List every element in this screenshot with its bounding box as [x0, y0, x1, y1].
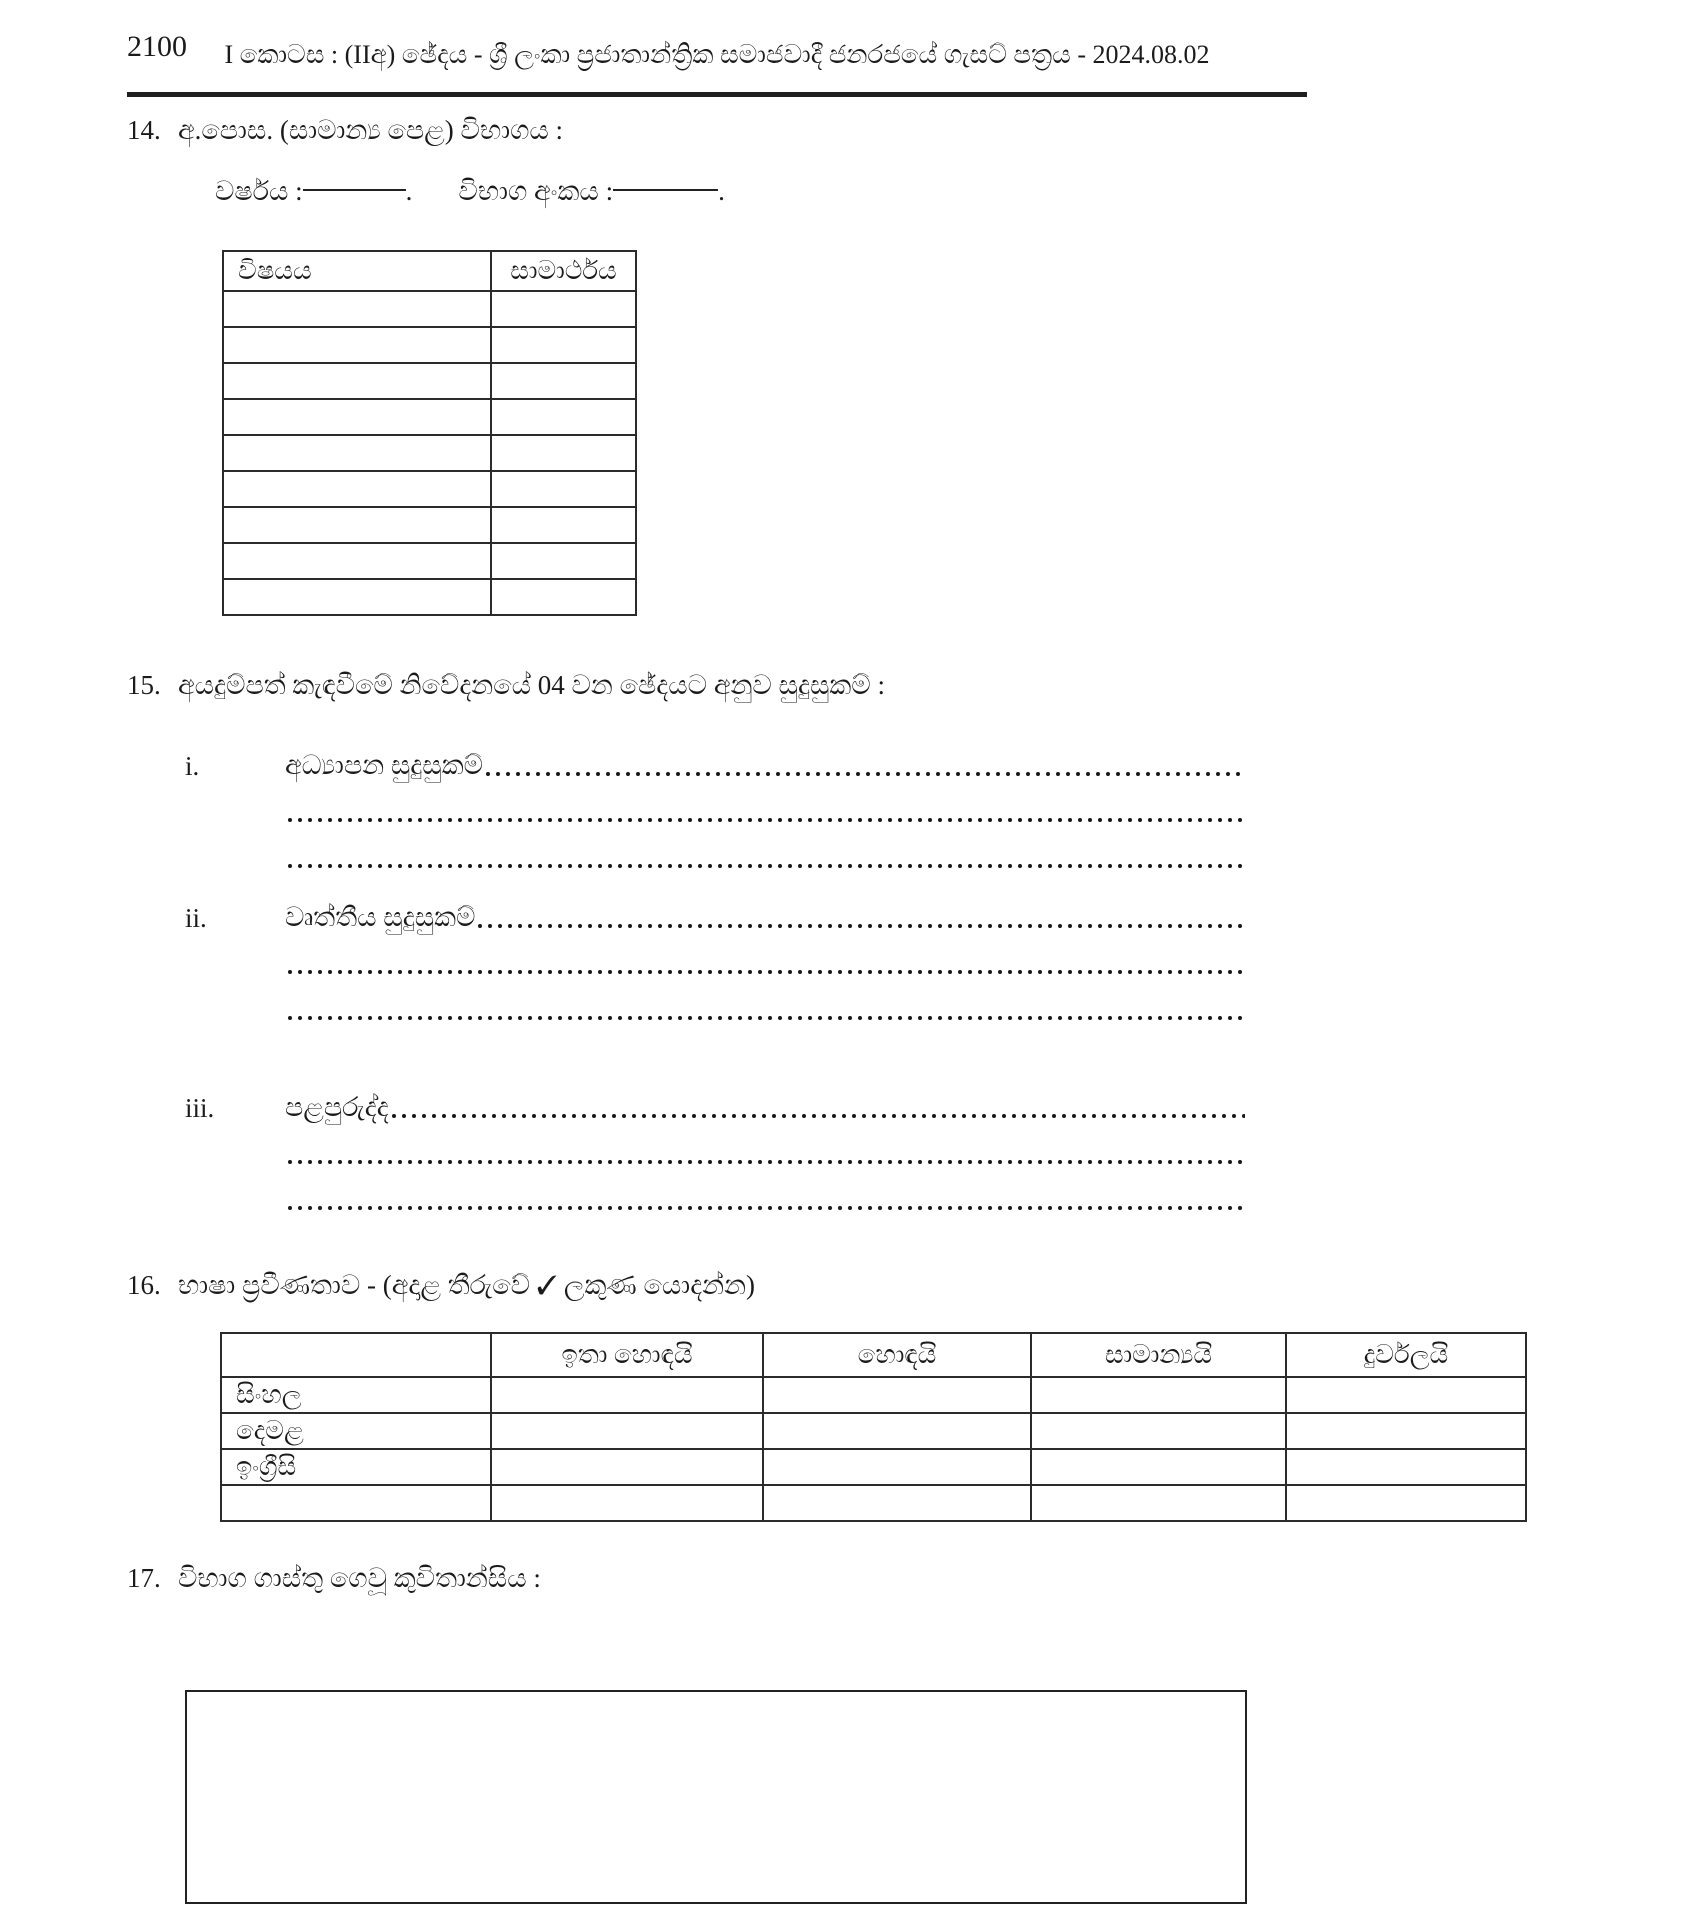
- language-label: දෙමළ: [221, 1413, 491, 1449]
- subject-cell: [223, 291, 491, 327]
- subject-cell: [223, 435, 491, 471]
- table-row: [223, 579, 636, 615]
- language-row-english: [221, 1449, 1526, 1485]
- good-column-header: හොඳයි: [763, 1333, 1031, 1377]
- language-row-tamil: [221, 1413, 1526, 1449]
- grade-cell: [491, 507, 636, 543]
- dotted-line: [285, 968, 1245, 976]
- sub-item-ii-number: ii.: [185, 903, 207, 933]
- grade-cell: [491, 291, 636, 327]
- language-row-sinhala: [221, 1377, 1526, 1413]
- index-number-blank-field: [613, 189, 718, 191]
- dotted-line: [285, 1158, 1245, 1166]
- tick-cell: [1031, 1485, 1286, 1521]
- tick-cell: [1031, 1377, 1286, 1413]
- table-row: [223, 327, 636, 363]
- gazette-header-title: I කොටස : (IIඅ) ඡේදය - ශ්‍රී ලංකා ප්‍රජාතාන්ත්‍රික සමාජවාදී ජනරජයේ ගැසට් පත්‍රය - 2024.08.02: [224, 40, 1210, 69]
- grade-cell: [491, 543, 636, 579]
- item-16: [127, 1270, 755, 1302]
- year-label: වර්ෂය :: [215, 176, 303, 206]
- tick-cell: [1286, 1485, 1526, 1521]
- tick-cell: [763, 1449, 1031, 1485]
- subject-column-header: විෂයය: [223, 251, 491, 291]
- index-line-period: .: [718, 176, 725, 206]
- item-17-title: විභාග ගාස්තු ගෙවූ කුවිතාන්සිය :: [178, 1563, 541, 1593]
- item-17-number: 17.: [127, 1563, 161, 1593]
- grade-cell: [491, 579, 636, 615]
- item-15-number: 15.: [127, 670, 161, 700]
- qualification-experience: [185, 1082, 1245, 1220]
- sub-item-i-number: i.: [185, 751, 200, 781]
- grade-cell: [491, 363, 636, 399]
- dotted-fill-line: [475, 922, 1245, 930]
- header-rule: [127, 92, 1307, 97]
- table-row: [223, 399, 636, 435]
- subjects-table: [222, 250, 637, 616]
- tick-cell: [763, 1413, 1031, 1449]
- table-row: [223, 363, 636, 399]
- subject-cell: [223, 543, 491, 579]
- tick-cell: [1286, 1377, 1526, 1413]
- item-16-number: 16.: [127, 1270, 161, 1300]
- item-15-title: අයදුම්පත් කැඳවීමේ නිවේදනයේ 04 වන ඡේදයට අනුව සුදුසුකම් :: [178, 670, 885, 700]
- experience-label: පළපුරුද්ද: [285, 1092, 389, 1122]
- grade-cell: [491, 327, 636, 363]
- tick-cell: [491, 1377, 763, 1413]
- item-17: [127, 1563, 541, 1595]
- tick-cell: [491, 1485, 763, 1521]
- item-14: [127, 115, 563, 147]
- tick-cell: [763, 1377, 1031, 1413]
- language-label: සිංහල: [221, 1377, 491, 1413]
- language-table-header-row: [221, 1333, 1526, 1377]
- dotted-line: [285, 1204, 1245, 1212]
- grade-cell: [491, 399, 636, 435]
- weak-column-header: දුර්වලයි: [1286, 1333, 1526, 1377]
- subjects-table-header-row: [223, 251, 636, 291]
- subject-cell: [223, 399, 491, 435]
- tick-cell: [491, 1413, 763, 1449]
- tick-cell: [491, 1449, 763, 1485]
- exam-year-index-row: [215, 176, 725, 208]
- subject-cell: [223, 327, 491, 363]
- qualification-education: [185, 740, 1245, 878]
- dotted-fill-line: [389, 1112, 1245, 1120]
- professional-qualifications-label: වෘත්තීය සුදුසුකම්: [285, 902, 476, 932]
- tick-cell: [1286, 1449, 1526, 1485]
- table-row: [223, 291, 636, 327]
- dotted-line: [285, 862, 1245, 870]
- tick-cell: [1031, 1413, 1286, 1449]
- table-row: [223, 435, 636, 471]
- page-number: 2100: [127, 30, 187, 63]
- language-column-header: [221, 1333, 491, 1377]
- table-row: [223, 507, 636, 543]
- subject-cell: [223, 579, 491, 615]
- language-label: [221, 1485, 491, 1521]
- tick-cell: [1031, 1449, 1286, 1485]
- dotted-line: [285, 1014, 1245, 1022]
- subject-cell: [223, 363, 491, 399]
- very-good-column-header: ඉතා හොඳයි: [491, 1333, 763, 1377]
- subject-cell: [223, 471, 491, 507]
- year-blank-field: [303, 189, 406, 191]
- tick-cell: [763, 1485, 1031, 1521]
- education-qualifications-label: අධ්‍යාපන සුදුසුකම්: [285, 750, 484, 780]
- item-16-title: භාෂා ප්‍රවීණතාව - (අදාළ තීරුවේ ✓ ලකුණ යොදන්න): [178, 1270, 756, 1300]
- qualification-professional: [185, 892, 1245, 1030]
- dotted-fill-line: [483, 770, 1245, 778]
- dotted-line: [285, 816, 1245, 824]
- language-row-empty: [221, 1485, 1526, 1521]
- item-15: [127, 670, 885, 702]
- sub-item-iii-number: iii.: [185, 1093, 215, 1123]
- language-label: ඉංග්‍රීසි: [221, 1449, 491, 1485]
- item-14-title: අ.පොස. (සාමාන්‍ය පෙළ) විභාගය :: [178, 115, 564, 145]
- language-proficiency-table: [220, 1332, 1527, 1522]
- grade-column-header: සාමාර්ථය: [491, 251, 636, 291]
- table-row: [223, 543, 636, 579]
- grade-cell: [491, 471, 636, 507]
- index-number-label: විභාග අංකය :: [458, 176, 614, 206]
- year-line-period: .: [405, 176, 413, 206]
- tick-cell: [1286, 1413, 1526, 1449]
- table-row: [223, 471, 636, 507]
- grade-cell: [491, 435, 636, 471]
- subject-cell: [223, 507, 491, 543]
- item-14-number: 14.: [127, 115, 161, 145]
- receipt-attachment-box: [185, 1690, 1247, 1904]
- average-column-header: සාමාන්‍යයි: [1031, 1333, 1286, 1377]
